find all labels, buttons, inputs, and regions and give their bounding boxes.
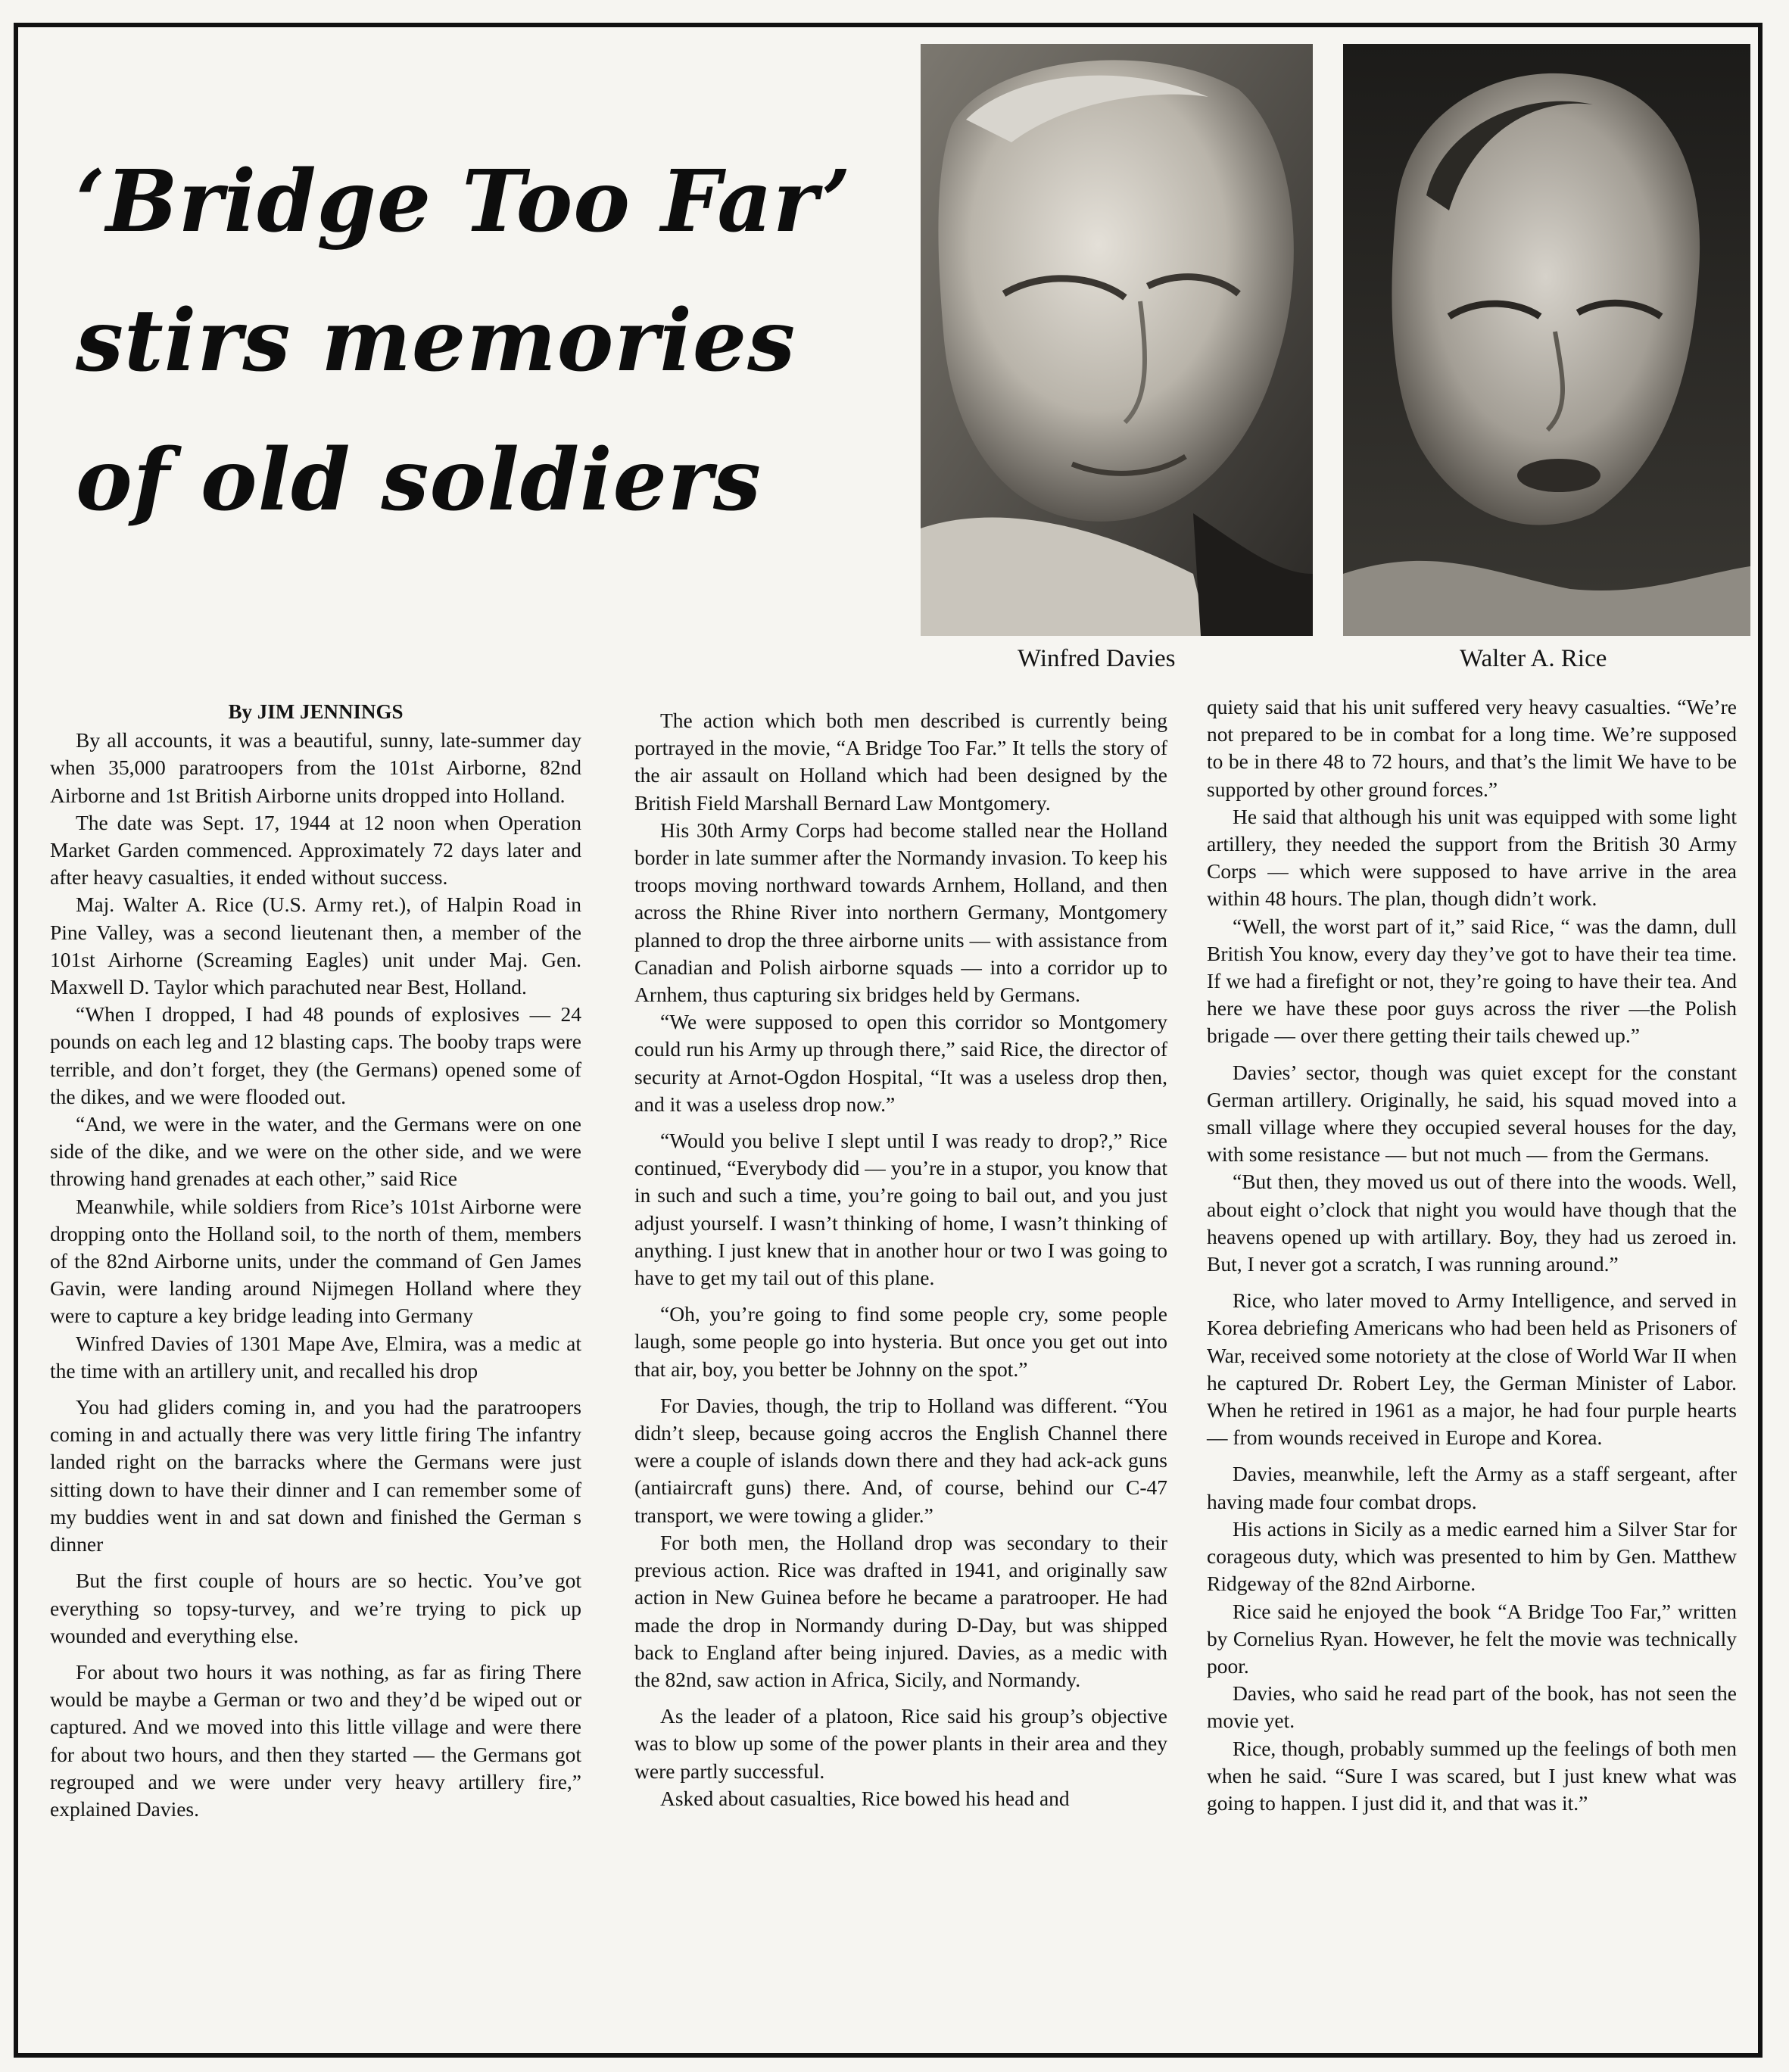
headline-line-3: of old soldiers xyxy=(76,431,762,530)
paragraph: Rice, though, probably summed up the feelings of both men when he said. “Sure I was scared, but I just knew what was going to happen. I just did it, and that was it.” xyxy=(1207,1736,1737,1815)
paragraph: For about two hours it was nothing, as far as firing There would be maybe a German or two and they’d be wiped out or captured. And we moved into this little village and were there for about two hours, and then they started — the Germans got regrouped and we were under very heavy artillery fire,” explained Davies. xyxy=(50,1659,581,1821)
paragraph: Davies’ sector, though was quiet except for the constant German artillery. Originally, he said, his squad moved into a small village where they occupied several houses for the day, with some resistance — but not much — from the Germans. xyxy=(1207,1060,1737,1167)
paragraph: Maj. Walter A. Rice (U.S. Army ret.), of Halpin Road in Pine Valley, was a second lieutenant then, a member of the 101st Airhorne (Screaming Eagles) unit under Maj. Gen. Maxwell D. Taylor which parachuted near Best, Holland. xyxy=(50,893,581,999)
paragraph: “But then, they moved us out of there into the woods. Well, about eight o’clock that night you would have though that the heavens opened up with artillary. Boy, they had us zeroed in. But, I never got a scratch, I was running around.” xyxy=(1207,1170,1737,1276)
headline-line-2: stirs memories xyxy=(76,291,796,391)
paragraph: “We were supposed to open this corridor so Montgomery could run his Army up through there,” said Rice, the director of security at Arnot-Ogdon Hospital, “It was a useless drop then, and it was a useless drop now.” xyxy=(634,1010,1167,1116)
portrait-davies-image xyxy=(921,44,1313,636)
portrait-rice-image xyxy=(1343,44,1750,636)
paragraph: As the leader of a platoon, Rice said his group’s objective was to blow up some of the power plants in their area and they were partly successful. xyxy=(634,1704,1167,1783)
paragraph: Asked about casualties, Rice bowed his head and xyxy=(660,1786,1070,1810)
paragraph: You had gliders coming in, and you had the paratroopers coming in and actually there was very little firing The infantry landed right on the barracks where the Germans were just sitting down to have their dinner and I can remember some of my buddies went in and sat down and finished the German s dinner xyxy=(50,1395,581,1556)
paragraph: He said that although his unit was equipped with some light artillery, they needed the support from the British 30 Army Corps — which were supposed to have arrive in the area within 48 hours. The plan, though didn’t work. xyxy=(1207,804,1737,911)
paragraph: Rice said he enjoyed the book “A Bridge Too Far,” written by Cornelius Ryan. However, he felt the movie was technically poor. xyxy=(1207,1599,1737,1678)
portrait-photo-davies xyxy=(921,44,1313,636)
paragraph: Rice, who later moved to Army Intelligence, and served in Korea debriefing Americans who had been held as Prisoners of War, received some notoriety at the close of World War II when he captured Dr. Robert Ley, the German Minister of Labor. When he retired in 1961 as a major, he had four purple hearts — from wounds received in Europe and Korea. xyxy=(1207,1288,1737,1450)
paragraph: The action which both men described is currently being portrayed in the movie, “A Bridge Too Far.” It tells the story of the air assault on Holland which had been designed by the British Field Marshall Bernard Law Montgomery. xyxy=(634,709,1167,815)
paragraph: His actions in Sicily as a medic earned him a Silver Star for corageous duty, which was presented to him by Gen. Matthew Ridgeway of the 82nd Airborne. xyxy=(1207,1516,1737,1596)
paragraph: Winfred Davies of 1301 Mape Ave, Elmira, was a medic at the time with an artillery unit, and recalled his drop xyxy=(50,1331,581,1382)
paragraph: “Would you belive I slept until I was ready to drop?,” Rice continued, “Everybody did — you’re in a stupor, you know that in such and such a time, you’re going to bail out, and you just adjust yourself. I wasn’t thinking of home, I wasn’t thinking of anything. I just knew that in another hour or two I was going to have to get my tail out of this plane. xyxy=(634,1129,1167,1290)
paragraph: By all accounts, it was a beautiful, sunny, late-summer day when 35,000 paratroopers from the 101st Airborne, 82nd Airborne and 1st British Airborne units dropped into Holland. xyxy=(50,728,581,807)
portrait-photo-rice xyxy=(1343,44,1750,636)
paragraph: For Davies, though, the trip to Holland was different. “You didn’t sleep, because going accros the English Channel there were a couple of islands down there and they had ack-ack guns (antiaircraft guns) there. And, of course, behind our C-47 transport, we were towing a glider.” xyxy=(634,1393,1167,1527)
paragraph: For both men, the Holland drop was secondary to their previous action. Rice was drafted in 1941, and originally saw action in New Guinea before he became a paratrooper. He had made the drop in Normandy during D-Day, but was shipped back to England after being injured. Davies, as a medic with the 82nd, saw action in Africa, Sicily, and Normandy. xyxy=(634,1530,1167,1691)
article-column-3 xyxy=(1207,693,1737,1817)
paragraph: “Oh, you’re going to find some people cry, some people laugh, some people go into hysteria. But once you get out into that air, boy, you better be Johnny on the spot.” xyxy=(634,1302,1167,1381)
headline-line-1: ‘Bridge Too Far’ xyxy=(76,152,852,251)
paragraph: The date was Sept. 17, 1944 at 12 noon when Operation Market Garden commenced. Approximately 72 days later and after heavy casualties, it ended without success. xyxy=(50,810,581,890)
article-column-1 xyxy=(50,698,581,1823)
paragraph: Meanwhile, while soldiers from Rice’s 101st Airborne were dropping onto the Holland soil, to the north of them, members of the 82nd Airborne units, under the command of Gen James Gavin, were landing around Nijmegen Holland where they were to capture a key bridge leading into Germany xyxy=(50,1194,581,1328)
paragraph: Davies, meanwhile, left the Army as a staff sergeant, after having made four combat drops. xyxy=(1207,1462,1737,1513)
byline: By JIM JENNINGS xyxy=(228,700,404,723)
headline xyxy=(76,132,893,550)
paragraph: “And, we were in the water, and the Germans were on one side of the dike, and we were on the other side, and we were throwing hand grenades at each other,” said Rice xyxy=(50,1112,581,1191)
paragraph: But the first couple of hours are so hectic. You’ve got everything so topsy-turvey, and we’re trying to pick up wounded and everything else. xyxy=(50,1569,581,1647)
paragraph: quiety said that his unit suffered very heavy casualties. “We’re not prepared to be in combat for a long time. We’re supposed to be in there 48 to 72 hours, and that’s the limit We have to be supported by other ground forces.” xyxy=(1207,695,1737,801)
paragraph: “Well, the worst part of it,” said Rice, “ was the damn, dull British You know, every day they’ve got to have their tea time. If we had a firefight or not, they’re going to have their tea. And here we have these poor guys across the river —the Polish brigade — over there getting their tails chewed up.” xyxy=(1207,914,1737,1048)
article-column-2 xyxy=(634,707,1167,1812)
photo-caption-davies: Winfred Davies xyxy=(1018,645,1176,672)
paragraph: “When I dropped, I had 48 pounds of explosives — 24 pounds on each leg and 12 blasting caps. The booby traps were terrible, and don’t forget, they (the Germans) opened some of the dikes, and we were flooded out. xyxy=(50,1002,581,1108)
photo-caption-rice: Walter A. Rice xyxy=(1460,645,1607,672)
paragraph: Davies, who said he read part of the book, has not seen the movie yet. xyxy=(1207,1681,1737,1733)
paragraph: His 30th Army Corps had become stalled near the Holland border in late summer after the Normandy invasion. To keep his troops moving northward towards Arnhem, Holland, and then across the Rhine River into northern Germany, Montgomery planned to drop the three airborne units — with assistance from Canadian and Polish airborne squads — into a corridor up to Arnhem, thus capturing six bridges held by Germans. xyxy=(634,818,1167,1007)
